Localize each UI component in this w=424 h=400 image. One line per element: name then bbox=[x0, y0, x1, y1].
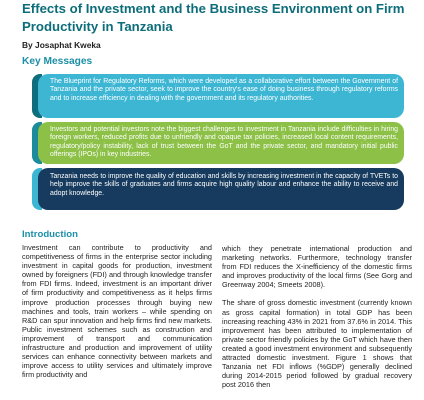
body-paragraph: The share of gross domestic investment (currently known as gross capital formation) in total GDP has been increasing reaching 43% in 2021 from 37.6% in 2014. This improvement has been attributed to implementation of private sector friendly policies by the GoT which have then created a good investment environment and subsequently attracted domestic investment. Figure 1 shows that Tanzania net FDI inflows (%GDP) generally declined during 2014-2015 period followed by gradual recovery post 2016 then bbox=[222, 298, 412, 390]
key-message-text: Investors and potential investors note the biggest challenges to investment in Tanzania include difficulties in hiring foreign workers, reduced profits due to unfriendly and opaque tax policies, increased local content requirements, regulatory/policy instability, lack of trust between the GoT and the private sector, and mandatory initial public offerings (IPOs) in key industries. bbox=[38, 122, 404, 164]
body-paragraph: which they penetrate international production and marketing networks. Furthermore, technology transfer from FDI reduces the X-inefficiency of the domestic firms and improves productivity of the local firms (See Gorg and Greenway 2004; Smeets 2008). bbox=[222, 244, 412, 290]
key-message-3 bbox=[32, 168, 404, 210]
introduction-right-column bbox=[222, 244, 412, 389]
key-message-text: Tanzania needs to improve the quality of education and skills by increasing investment in the capacity of TVETs to help improve the skills of graduates and firms acquire high quality labour and enhance the ability to receive and adopt knowledge. bbox=[38, 168, 404, 210]
introduction-left-column bbox=[22, 243, 212, 379]
key-message-text: The Blueprint for Regulatory Reforms, which were developed as a collaborative effort between the Government of Tanzania and the private sector, seek to improve the country's ease of doing business through regulatory reforms and to increase efficiency in dealing with the government and its regulatory authorities. bbox=[38, 74, 404, 118]
key-messages-heading: Key Messages bbox=[22, 56, 93, 67]
body-paragraph: Investment can contribute to productivity and competitiveness of firms in the enterprise sector including investment in capital goods for production, investment owned by foreigners (FDI) and through knowledge transfer from FDI firms. Indeed, investment is an important driver of firm productivity and competitiveness as it helps firms improve production processes through buying new machines and tools, train workers – while spending on R&D can spur innovation and help firms find new markets. Public investment schemes such as construction and improvement of transport and communication infrastructure and production and improvement of utility services can enhance connectivity between markets and improve access to utility services and ultimately improve firm productivity and bbox=[22, 243, 212, 380]
document-title: Effects of Investment and the Business Environment on Firm Productivity in Tanzania bbox=[22, 1, 405, 34]
key-message-2 bbox=[32, 122, 404, 164]
key-message-1 bbox=[32, 74, 404, 118]
introduction-heading: Introduction bbox=[22, 229, 78, 240]
author-byline: By Josaphat Kweka bbox=[22, 40, 101, 50]
